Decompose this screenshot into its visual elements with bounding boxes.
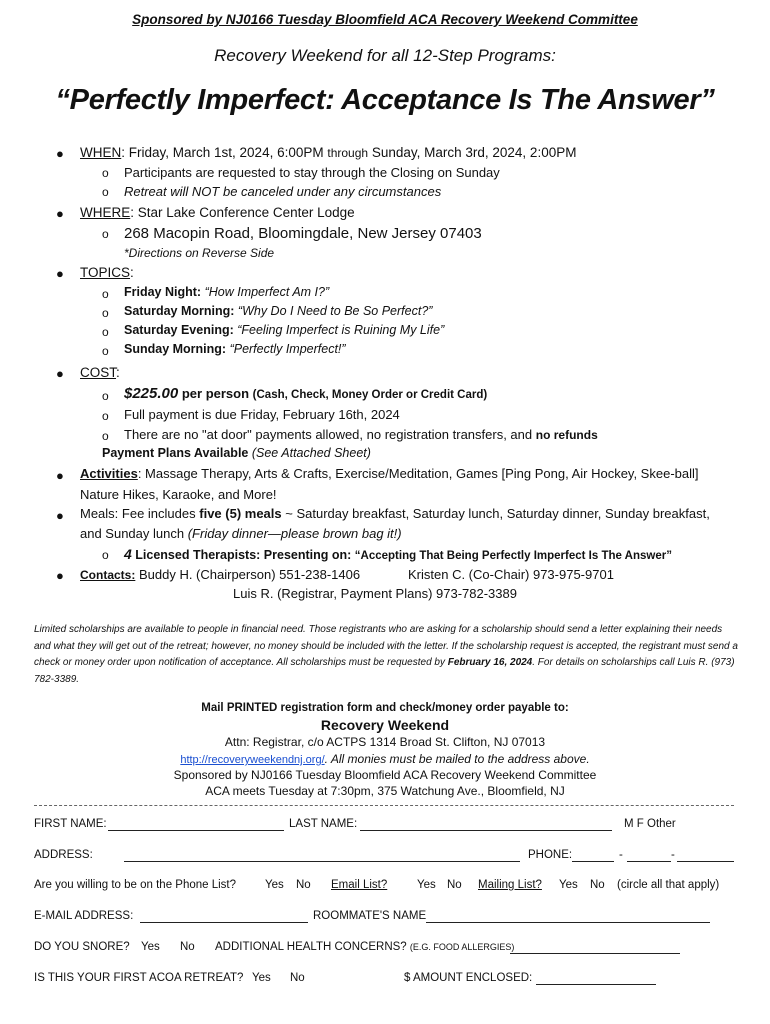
topic-time: Saturday Evening:: [124, 323, 234, 337]
cost-due: Full payment is due Friday, February 16th, 2024: [124, 407, 400, 422]
when-note2: Retreat will NOT be canceled under any circumstances: [124, 184, 442, 199]
topic-title: “Why Do I Need to Be So Perfect?”: [237, 304, 433, 318]
sub-bullet: o: [102, 166, 109, 180]
first-name-field[interactable]: [108, 820, 284, 831]
last-name-label: LAST NAME:: [289, 818, 358, 830]
bullet: ●: [56, 468, 64, 483]
scholarship-text: Limited scholarships are available to people in financial need. Those registrants who are asking for a scholarship should send a letter explaining their needs and what they will get out of the retreat; however, no money should be included with the letter. If the scholarship request is accepted, the registrant must send a check or money order upon notification of acceptance. All scholarships must be requested by: [34, 624, 738, 668]
cost-price-line: [124, 385, 487, 402]
bullet: ●: [56, 206, 64, 221]
phone-prefix-field[interactable]: [627, 851, 671, 862]
first-name-label: FIRST NAME:: [34, 818, 107, 830]
phone-label: PHONE:: [528, 849, 573, 861]
sub-bullet: o: [102, 227, 109, 241]
cost-per: per person: [181, 386, 250, 401]
meals-line2-text: and Sunday lunch: [80, 526, 185, 541]
meals-rest: ~ Saturday breakfast, Saturday lunch, Saturday dinner, Sunday breakfast,: [285, 506, 710, 521]
where-label: WHERE: [80, 205, 131, 220]
mailing-list-yes[interactable]: Yes: [559, 879, 578, 891]
topic-item: [124, 304, 432, 318]
meals-line2: [80, 526, 402, 541]
page-title: “Perfectly Imperfect: Acceptance Is The Answer”: [55, 84, 715, 116]
contact-2: Kristen C. (Co-Chair) 973-975-9701: [408, 567, 614, 582]
attn-address: Attn: Registrar, c/o ACTPS 1314 Broad St. Clifton, NJ 07013: [224, 735, 546, 749]
last-name-field[interactable]: [360, 820, 612, 831]
bullet: ●: [56, 366, 64, 381]
sponsor-line: Sponsored by NJ0166 Tuesday Bloomfield ACA Recovery Weekend Committee: [132, 12, 638, 27]
when-note1: Participants are requested to stay through the Closing on Sunday: [124, 165, 500, 180]
url-rest: . All monies must be mailed to the address above.: [324, 752, 590, 766]
topic-title: “How Imperfect Am I?”: [204, 285, 330, 299]
cost-methods: (Cash, Check, Money Order or Credit Card): [252, 389, 488, 401]
therapists-topic: “Accepting That Being Perfectly Imperfect Is The Answer”: [354, 550, 672, 562]
snore-yes[interactable]: Yes: [141, 941, 160, 953]
mail-instructions: Mail PRINTED registration form and check/money order payable to:: [201, 702, 569, 714]
cut-line: [34, 805, 734, 806]
circle-note: (circle all that apply): [617, 879, 720, 891]
snore-no[interactable]: No: [180, 941, 195, 953]
activities-text: : Massage Therapy, Arts & Crafts, Exercise/Meditation, Games [Ping Pong, Air Hockey, Skee-ball]: [137, 466, 699, 481]
sub-bullet: o: [102, 325, 109, 339]
payee: Recovery Weekend: [320, 717, 450, 733]
topic-title: “Perfectly Imperfect!”: [229, 342, 346, 356]
when-end: Sunday, March 3rd, 2024, 2:00PM: [371, 145, 577, 160]
sub-bullet: o: [102, 389, 109, 403]
when-start: Friday, March 1st, 2024, 6:00PM: [128, 145, 324, 160]
phone-sep: -: [671, 849, 675, 861]
bullet: ●: [56, 508, 64, 523]
cost-plans: Payment Plans Available: [102, 446, 249, 460]
cost-nodoor: There are no "at door" payments allowed, no registration transfers, and: [124, 427, 533, 442]
email-list-yes[interactable]: Yes: [417, 879, 436, 891]
scholarship-rest: . For details on scholarships call Luis R. (973) 782-3389.: [34, 657, 735, 685]
cost-plans-line: [102, 446, 371, 460]
sub-bullet: o: [102, 306, 109, 320]
mailing-list-no[interactable]: No: [590, 879, 605, 891]
topic-title: “Feeling Imperfect is Ruining My Life”: [237, 323, 445, 337]
roommate-label: ROOMMATE'S NAME: [313, 910, 427, 922]
meals-prefix: Meals: Fee includes: [80, 506, 196, 521]
topic-item: [124, 285, 329, 299]
where-venue: Star Lake Conference Center Lodge: [137, 205, 355, 220]
snore-question: DO YOU SNORE?: [34, 941, 130, 953]
cost-line: COST:: [80, 365, 120, 380]
topic-time: Friday Night:: [124, 285, 202, 299]
email-field[interactable]: [140, 912, 308, 923]
topic-item: [124, 323, 444, 337]
where-address: 268 Macopin Road, Bloomingdale, New Jersey 07403: [124, 225, 482, 242]
topics-label: TOPICS: [80, 265, 131, 280]
health-label: [215, 941, 514, 953]
phone-sep: -: [619, 849, 623, 861]
activities-label: Activities: [80, 466, 138, 481]
health-example: (E.G. FOOD ALLERGIES): [409, 942, 515, 952]
gender-options[interactable]: M F Other: [624, 818, 676, 830]
bullet: ●: [56, 146, 64, 161]
when-label: WHEN: [80, 145, 122, 160]
sub-bullet: o: [102, 548, 109, 562]
subtitle: Recovery Weekend for all 12-Step Programs:: [214, 46, 556, 65]
meals-line: [80, 506, 710, 521]
amount-field[interactable]: [536, 974, 656, 985]
cost-nodoor-line: [124, 427, 598, 442]
mail-sponsor: Sponsored by NJ0166 Tuesday Bloomfield ACA Recovery Weekend Committee: [173, 768, 597, 782]
phone-list-no[interactable]: No: [296, 879, 311, 891]
phone-line-field[interactable]: [677, 851, 734, 862]
sub-bullet: o: [102, 409, 109, 423]
cost-label: COST: [80, 365, 117, 380]
when-through: through: [327, 146, 369, 160]
topics-line: TOPICS:: [80, 265, 134, 280]
email-list-label: Email List?: [331, 879, 388, 891]
therapists-line: [124, 546, 672, 562]
where-directions: *Directions on Reverse Side: [124, 246, 275, 260]
phone-area-field[interactable]: [572, 851, 614, 862]
contact-1: Buddy H. (Chairperson) 551-238-1406: [138, 567, 361, 582]
topic-time: Saturday Morning:: [124, 304, 235, 318]
scholarship-paragraph: [34, 622, 738, 688]
therapists-label: Licensed Therapists: Presenting on:: [135, 548, 352, 562]
meeting-info: ACA meets Tuesday at 7:30pm, 375 Watchung Ave., Bloomfield, NJ: [205, 784, 565, 798]
cost-price: $225.00: [124, 385, 179, 402]
sub-bullet: o: [102, 344, 109, 358]
roommate-field[interactable]: [426, 912, 710, 923]
sub-bullet: o: [102, 429, 109, 443]
cost-plans-note: (See Attached Sheet): [251, 446, 371, 460]
health-text: ADDITIONAL HEALTH CONCERNS?: [215, 941, 407, 953]
contacts-label: Contacts:: [80, 568, 136, 582]
address-label: ADDRESS:: [34, 849, 93, 861]
topic-item: [124, 342, 346, 356]
sub-bullet: o: [102, 185, 109, 199]
bullet: ●: [56, 568, 64, 583]
scholarship-deadline: February 16, 2024: [447, 657, 533, 668]
address-field[interactable]: [124, 851, 520, 862]
url-line: [0, 752, 770, 766]
website-link[interactable]: http://recoveryweekendnj.org/: [180, 754, 325, 766]
phone-list-question: Are you willing to be on the Phone List?: [34, 879, 237, 891]
contacts-line: [80, 567, 360, 582]
email-label: E-MAIL ADDRESS:: [34, 910, 134, 922]
first-retreat-question: IS THIS YOUR FIRST ACOA RETREAT?: [34, 972, 244, 984]
email-list-no[interactable]: No: [447, 879, 462, 891]
phone-list-yes[interactable]: Yes: [265, 879, 284, 891]
health-field[interactable]: [510, 943, 680, 954]
activities-line2: Nature Hikes, Karaoke, and More!: [80, 487, 277, 502]
meals-count: five (5) meals: [199, 506, 282, 521]
when-line: WHEN: Friday, March 1st, 2024, 6:00PM through Sunday, March 3rd, 2024, 2:00PM: [80, 145, 577, 160]
therapists-num: 4: [124, 546, 132, 562]
first-retreat-no[interactable]: No: [290, 972, 305, 984]
topic-time: Sunday Morning:: [124, 342, 227, 356]
sub-bullet: o: [102, 287, 109, 301]
bullet: ●: [56, 266, 64, 281]
mailing-list-label: Mailing List?: [478, 879, 542, 891]
cost-norefunds: no refunds: [535, 428, 598, 442]
contact-3: Luis R. (Registrar, Payment Plans) 973-782-3389: [233, 586, 517, 601]
where-line: WHERE: Star Lake Conference Center Lodge: [80, 205, 355, 220]
amount-label: $ AMOUNT ENCLOSED:: [404, 972, 533, 984]
first-retreat-yes[interactable]: Yes: [252, 972, 271, 984]
activities-line: [80, 466, 699, 481]
meals-note: (Friday dinner—please brown bag it!): [187, 526, 402, 541]
